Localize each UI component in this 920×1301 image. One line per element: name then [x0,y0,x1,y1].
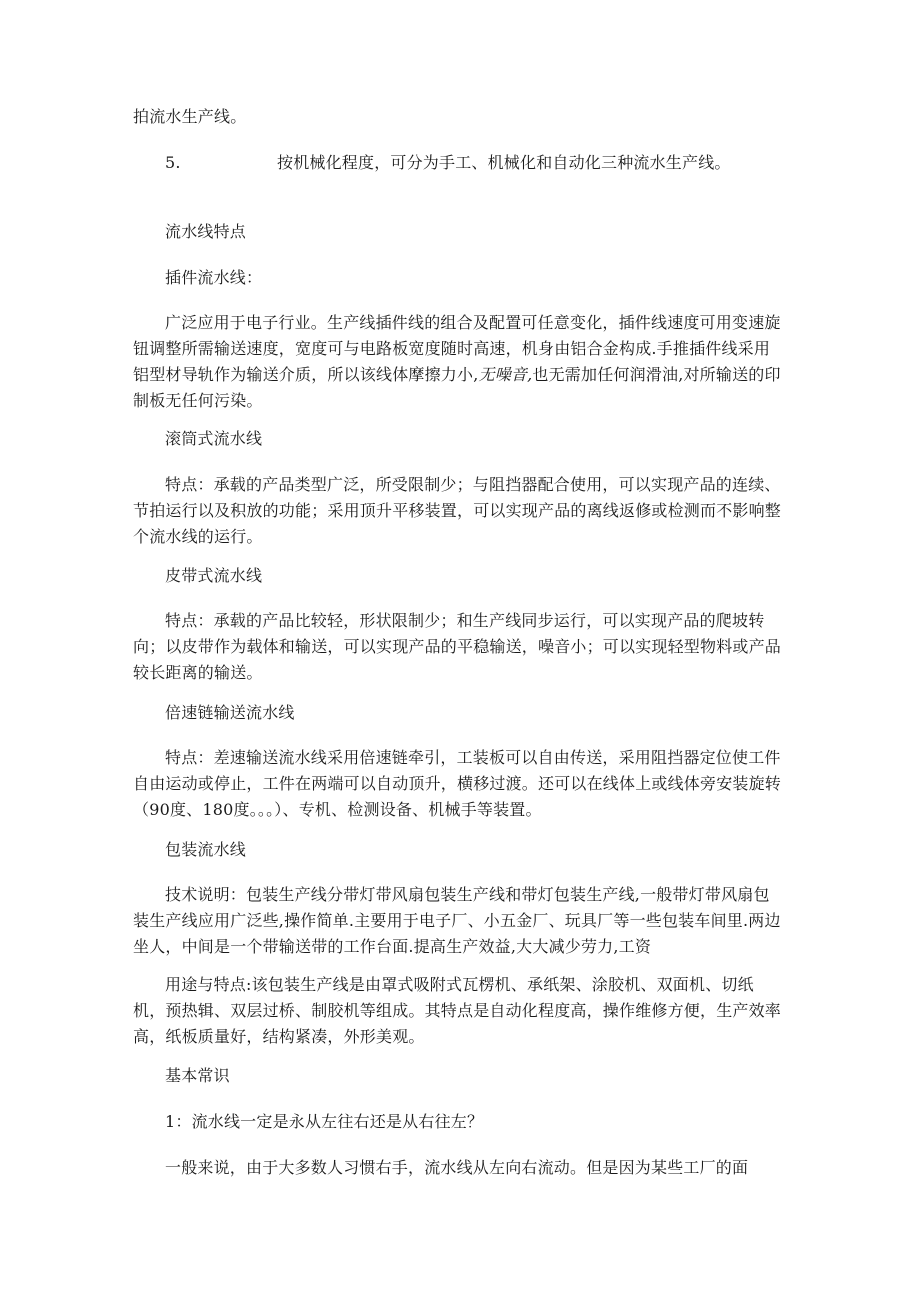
heading-belt-line: 皮带式流水线 [165,566,263,585]
heading-packaging-line: 包装流水线 [165,840,247,859]
paragraph-item-5 [133,150,781,176]
heading-chain-line: 倍速链输送流水线 [165,703,295,722]
paragraph-packaging-use: 用途与特点:该包装生产线是由罩式吸附式瓦楞机、承纸架、涂胶机、双面机、切纸机，预热辑、双层过桥、制胶机等组成。其特点是自动化程度高，操作维修方便，生产效率高，纸板质量好，结构紧凑，外形美观。 [133,975,782,1046]
heading-plugin-line: 插件流水线： [165,268,263,287]
heading-basic-knowledge: 基本常识 [165,1066,230,1085]
paragraph-top: 拍流水生产线。 [133,107,247,126]
heading-roller-line: 滚筒式流水线 [165,429,263,448]
paragraph-roller-line: 特点：承载的产品类型广泛，所受限制少；与阻挡器配合使用，可以实现产品的连续、节拍运行以及积放的功能；采用顶升平移装置，可以实现产品的离线返修或检测而不影响整个流水线的运行。 [133,475,782,546]
plugin-text-a: 广泛应用于电子行业。生产线插件线的组合及配置可任意变化，插件线速度可用变速旋钮调整所需输送速度，宽度可与电路板宽度随时高速，机身由铝合金构成.手推插件线采用铝型材导轨作为输送介质，所以该线体摩擦力小, [133,313,781,384]
heading-features: 流水线特点 [165,222,247,241]
plugin-text-italic: 无噪音, [478,365,533,384]
item-number: 5. [165,153,181,172]
paragraph-packaging-tech: 技术说明：包装生产线分带灯带风扇包装生产线和带灯包装生产线,一般带灯带风扇包装生产线应用广泛些,操作简单.主要用于电子厂、小五金厂、玩具厂等一些包装车间里.两边坐人，中间是一个带输送带的工作台面.提高生产效益,大大减少劳力,工资 [133,885,781,956]
plugin-text-b: 也无需加任何润滑油,对所输送的印制板无任何污染。 [133,365,781,410]
question-1: 1：流水线一定是永从左往右还是从右往左？ [165,1112,484,1131]
paragraph-belt-line: 特点：承载的产品比较轻，形状限制少；和生产线同步运行，可以实现产品的爬坡转向；以皮带作为载体和输送，可以实现产品的平稳输送，噪音小；可以实现轻型物料或产品较长距离的输送。 [133,611,782,682]
paragraph-plugin-line [133,310,781,414]
paragraph-chain-line: 特点：差速输送流水线采用倍速链牵引，工装板可以自由传送，采用阻挡器定位使工件自由运动或停止，工件在两端可以自动顶升，横移过渡。还可以在线体上或线体旁安装旋转（90度、180度。。。）、专机、检测设备、机械手等装置。 [133,748,782,819]
answer-1: 一般来说，由于大多数人习惯右手，流水线从左向右流动。但是因为某些工厂的面 [165,1158,749,1177]
item-5-text: 按机械化程度，可分为手工、机械化和自动化三种流水生产线。 [277,153,731,172]
